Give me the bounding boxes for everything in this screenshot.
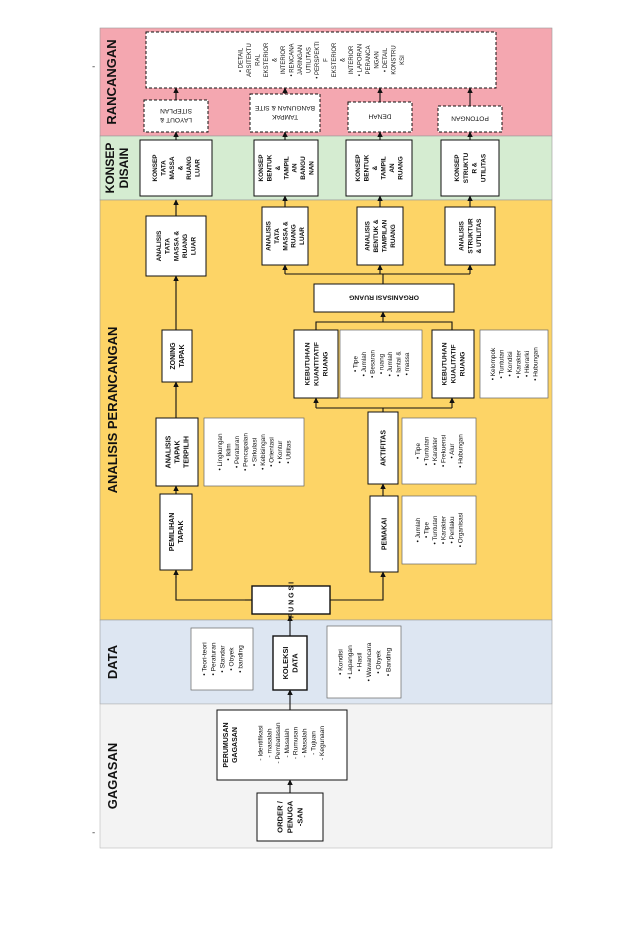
k1-label: KONSEP TATA MASSA & RUANG LUAR	[151, 154, 202, 182]
a-struktur-label: ANALISIS STRUKTUR & UTILITAS	[458, 218, 484, 254]
order-label: ORDER /PENUGA-SAN	[275, 800, 305, 834]
layout-label: LAYOUT &SITEPLAN	[159, 107, 193, 124]
margin-mark-bottom: -	[92, 828, 96, 838]
aktifitas-items: • Tipe • Tuntutan • Karakter • Frekuensi • Alur • Hubungan	[414, 434, 465, 468]
denah-label: DENAH	[368, 112, 392, 120]
box-aktifitas-items	[402, 418, 476, 484]
pemilihan-label: PEMILIHAN TAPAK	[168, 512, 185, 552]
band-data	[100, 620, 552, 704]
a-tata-massa-label: ANALISISTATAMASSA &RUANGLUAR	[265, 221, 307, 251]
box-k4	[441, 140, 499, 196]
k3-label: KONSEP BENTUK & TAMPIL AN RUANG	[354, 154, 405, 182]
perumusan-title: PERUMUSAN GAGASAN	[222, 722, 239, 768]
data-right-items: • Kondisi • Lapangan • Hasil • Wawancara • Obyek • Banding	[337, 642, 393, 682]
box-zoning	[162, 330, 192, 382]
box-detail	[146, 32, 496, 88]
kualitatif-label: KEBUTUHAN KUALITATIF RUANG	[441, 342, 467, 386]
tampak-label: TAMPAKBANGUNAN & SITE	[254, 104, 316, 121]
box-layout	[144, 100, 208, 132]
box-pemakai-items	[402, 496, 476, 564]
tapak-items: • Lingkungan • Iklim • Peraturan • Pencapaian • Sirkulasi • Kebisingan • Orientasi • Kontur • Utilitas	[216, 433, 293, 471]
data-left-items: • Teori-teori • Peraturan • Standar • Obyek • banding	[201, 642, 245, 676]
kuantitatif-items: • Tipe • Jumlah • Besaran • ruang • Jumlah • lantai & • massa	[352, 350, 412, 378]
k4-label: KONSEP STRUKTU R & UTILITAS	[453, 152, 488, 184]
tapak-terpilih-label: ANALISIS TAPAK TERPILIH	[165, 435, 191, 469]
pemakai-label: PEMAKAI	[381, 517, 389, 551]
detail-items: • DETAIL ARSITEKTU RAL EKSTERIOR & INTERIOR • RENCANA JARINGAN UTILITAS • PERSPEKTI F EKSTERIOR & INTERIOR • LAPORAN PERANCA NGAN • DETAIL KONSTRU KSI	[238, 41, 406, 79]
koleksi-label: KOLEKSIDATA	[280, 646, 300, 680]
box-tampak	[250, 94, 320, 132]
zoning-label: ZONING TAPAK	[169, 342, 186, 370]
aktifitas-label: AKTIFITAS	[380, 429, 388, 467]
organisasi-label: ORGANISASI RUANG	[349, 293, 419, 301]
kuantitatif-label: KEBUTUHAN KUANTITATIF RUANG	[304, 342, 330, 386]
kualitatif-items: • Kelompok • Tuntutan • Kondisi • Karakter • Hierarki • Hubungan	[489, 347, 540, 381]
label-data: DATA	[105, 644, 120, 680]
label-konsep-desain-1: KONSEP	[103, 142, 117, 194]
box-pemilihan	[160, 494, 192, 570]
k2-label: KONSEPBENTUK&TAMPILANBANGUNAN	[258, 154, 316, 182]
a-bentuk-label: ANALISIS BENTUK & TAMPILAN RUANG	[364, 219, 398, 253]
label-gagasan: GAGASAN	[105, 742, 120, 810]
label-rancangan: RANCANGAN	[104, 39, 119, 125]
pemakai-items: • Jumlah • Tipe • Tuntutan • Karakter • Perilaku • Organisasi	[414, 512, 465, 548]
potongan-label: POTONGAN	[451, 114, 489, 122]
perumusan-items: - Identifikasi - masalah - Pembatasan - Masalah - Rumusan - Masalah - Tujuan - Kegunaan	[257, 722, 327, 764]
tata-massa-luar-label: ANALISIS TATA MASSA & RUANG LUAR	[156, 230, 198, 262]
label-analisis: ANALISIS PERANCANGAN	[105, 326, 120, 494]
label-konsep-desain-2: DISAIN	[117, 147, 131, 189]
margin-mark-top: -	[92, 62, 96, 72]
fungsi-label: F U N G S I	[288, 581, 296, 619]
